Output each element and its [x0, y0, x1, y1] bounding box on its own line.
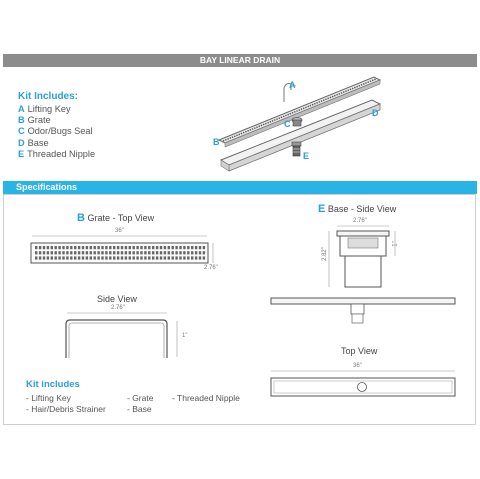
kit-letter: B: [18, 115, 25, 126]
kit-label: Threaded Nipple: [27, 148, 96, 159]
callout-c: C: [284, 119, 291, 129]
base-letter: E: [318, 203, 326, 215]
side-view-title: Side View: [97, 294, 137, 304]
side-view-height-dim: 1": [182, 333, 188, 339]
grate-width-dim: 2.76": [204, 265, 218, 271]
kit-letter: C: [18, 126, 25, 137]
callout-a: A: [289, 80, 296, 90]
base-height-dim: 2.82": [321, 247, 328, 261]
kit-includes-lower-title: Kit includes: [26, 379, 80, 390]
kit-lower-item: - Hair/Debris Strainer: [26, 404, 106, 414]
specifications-bar: Specifications: [3, 181, 477, 194]
kit-lower-item: - Base: [127, 404, 152, 414]
base-width-dim: 2.76": [353, 218, 367, 224]
kit-letter: A: [18, 104, 25, 114]
top-view-title: Top View: [341, 346, 378, 356]
callout-e: E: [303, 151, 310, 161]
grate-title: Grate - Top View: [87, 213, 155, 223]
callout-b: B: [213, 137, 220, 147]
base-title: Base - Side View: [327, 204, 397, 214]
kit-letter: D: [18, 137, 25, 148]
page-title: BAY LINEAR DRAIN: [3, 54, 477, 67]
kit-lower-item: - Lifting Key: [26, 393, 71, 403]
kit-label: Grate: [27, 115, 51, 126]
kit-includes-title: Kit Includes:: [18, 91, 79, 102]
kit-lower-item: - Grate: [127, 393, 154, 403]
grate-letter: B: [77, 212, 85, 224]
top-view-length-dim: 36": [353, 363, 362, 369]
grate-length-dim: 36": [115, 228, 124, 234]
kit-lower-item: - Threaded Nipple: [172, 393, 240, 403]
base-depth-dim: 1": [392, 241, 399, 247]
kit-letter: E: [18, 148, 25, 159]
kit-label: Base: [27, 137, 49, 148]
kit-label: Lifting Key: [27, 104, 71, 114]
side-view-width-dim: 2.76": [111, 305, 125, 311]
kit-label: Odor/Bugs Seal: [27, 126, 93, 137]
callout-d: D: [372, 108, 379, 118]
